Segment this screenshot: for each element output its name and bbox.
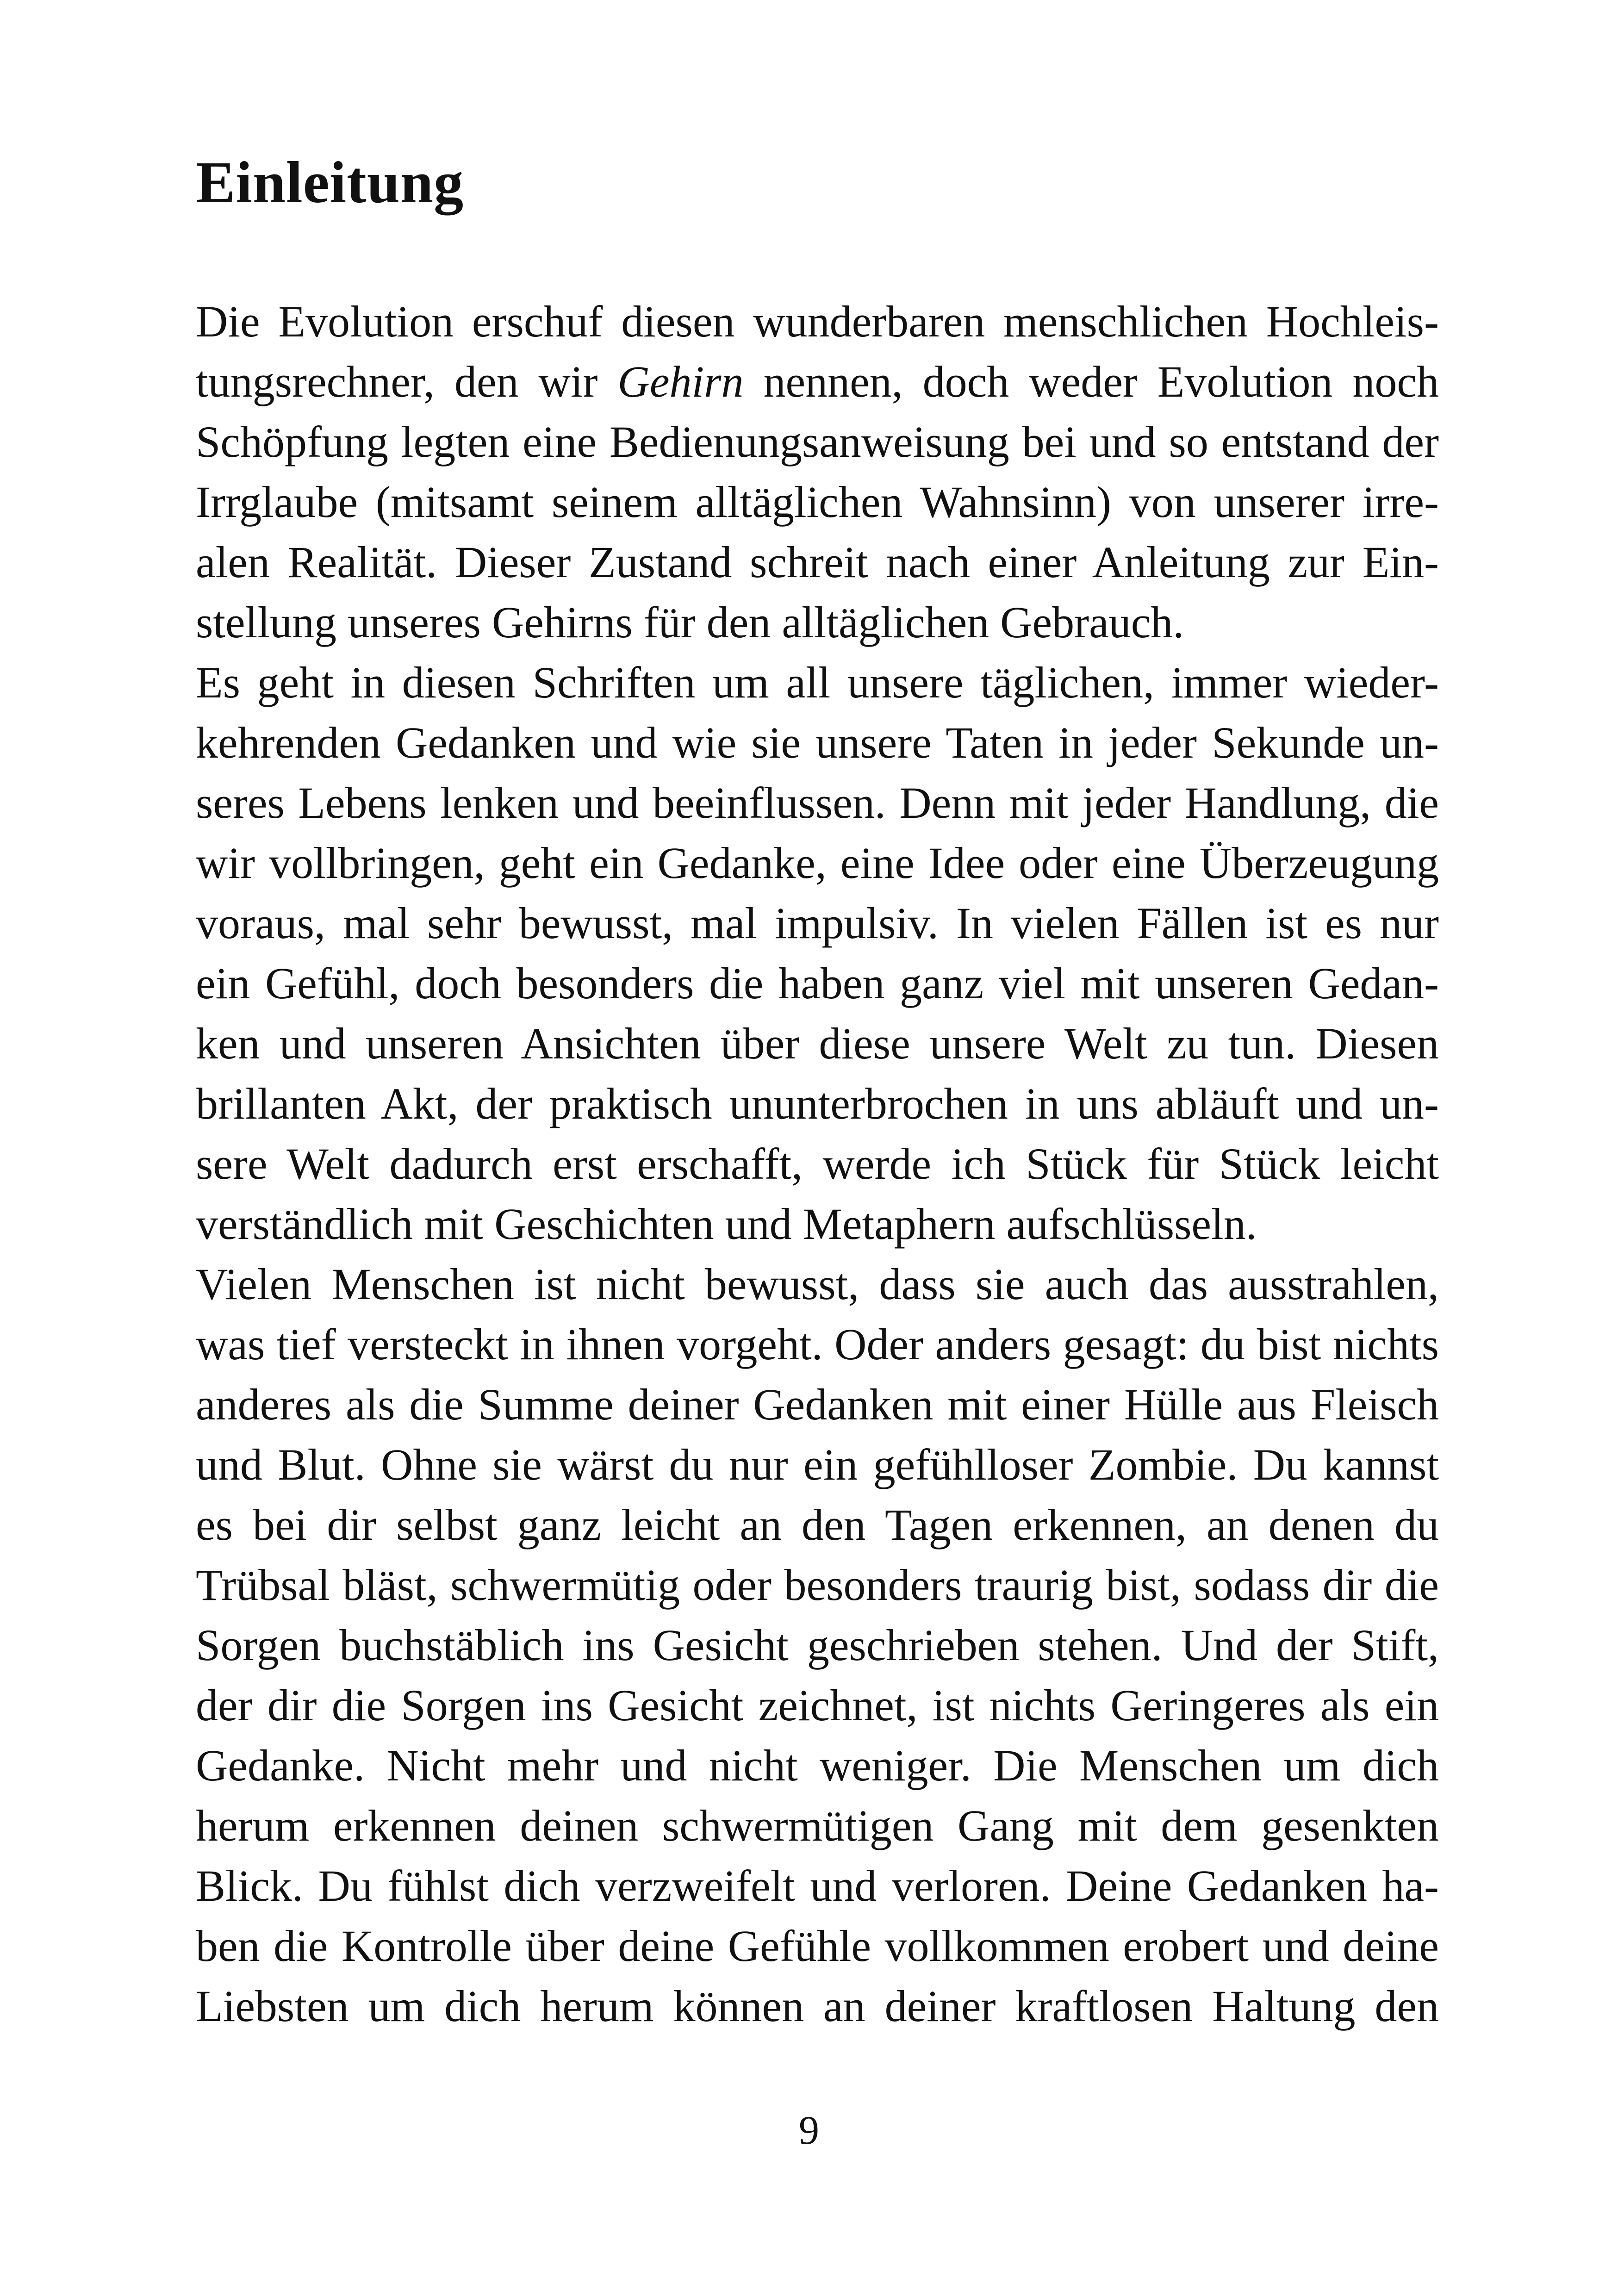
text-line: brillanten Akt, der praktisch ununterbrochen in uns abläuft und un- <box>196 1079 1439 1128</box>
text-line: Es geht in diesen Schriften um all unsere täglichen, immer wieder- <box>196 658 1439 707</box>
text-line: was tief versteckt in ihnen vorgeht. Oder anders gesagt: du bist nichts <box>196 1319 1439 1369</box>
text-line: kehrenden Gedanken und wie sie unsere Taten in jeder Sekunde un- <box>196 718 1439 767</box>
text-fragment: tungsrechner, den wir <box>196 357 618 406</box>
text-line: anderes als die Summe deiner Gedanken mit einer Hülle aus Fleisch <box>196 1380 1439 1429</box>
text-line: ben die Kontrolle über deine Gefühle vollkommen erobert und deine <box>196 1921 1439 1971</box>
text-line: Blick. Du fühlst dich verzweifelt und verloren. Deine Gedanken ha- <box>196 1861 1439 1910</box>
text-line: Schöpfung legten eine Bedienungsanweisung bei und so entstand der <box>196 417 1439 467</box>
text-line: herum erkennen deinen schwermütigen Gang mit dem gesenkten <box>196 1801 1439 1850</box>
text-line: stellung unseres Gehirns für den alltäglichen Gebrauch. <box>196 597 1184 647</box>
text-line: Irrglaube (mitsamt seinem alltäglichen Wahnsinn) von unserer irre- <box>196 477 1439 527</box>
text-line: und Blut. Ohne sie wärst du nur ein gefühlloser Zombie. Du kannst <box>196 1440 1439 1489</box>
chapter-heading: Einleitung <box>196 149 464 215</box>
text-line: verständlich mit Geschichten und Metaphern aufschlüsseln. <box>196 1199 1257 1249</box>
text-line: Vielen Menschen ist nicht bewusst, dass sie auch das ausstrahlen, <box>196 1259 1439 1309</box>
body-text <box>196 292 1439 2036</box>
text-line: der dir die Sorgen ins Gesicht zeichnet, ist nichts Geringeres als ein <box>196 1680 1439 1730</box>
text-line: ken und unseren Ansichten über diese unsere Welt zu tun. Diesen <box>196 1019 1439 1068</box>
text-line: alen Realität. Dieser Zustand schreit nach einer Anleitung zur Ein- <box>196 537 1439 587</box>
text-line: ein Gefühl, doch besonders die haben ganz viel mit unseren Gedan- <box>196 958 1439 1008</box>
text-line <box>196 352 1439 412</box>
text-line: wir vollbringen, geht ein Gedanke, eine Idee oder eine Überzeugung <box>196 838 1439 888</box>
text-line: Liebsten um dich herum können an deiner kraftlosen Haltung den <box>196 1981 1439 2031</box>
text-line: seres Lebens lenken und beeinflussen. Denn mit jeder Handlung, die <box>196 778 1439 828</box>
text-line: Sorgen buchstäblich ins Gesicht geschrieben stehen. Und der Stift, <box>196 1620 1439 1670</box>
text-fragment: nennen, doch weder Evolution noch <box>743 357 1439 406</box>
text-line: Gedanke. Nicht mehr und nicht weniger. Die Menschen um dich <box>196 1741 1439 1790</box>
text-line: Die Evolution erschuf diesen wunderbaren menschlichen Hochleis- <box>196 297 1439 346</box>
text-line: sere Welt dadurch erst erschafft, werde ich Stück für Stück leicht <box>196 1139 1439 1188</box>
text-line: Trübsal bläst, schwermütig oder besonders traurig bist, sodass dir die <box>196 1560 1439 1610</box>
page-number: 9 <box>799 2108 819 2153</box>
text-line: es bei dir selbst ganz leicht an den Tagen erkennen, an denen du <box>196 1500 1439 1549</box>
emphasized-word: Gehirn <box>617 357 744 406</box>
text-line: voraus, mal sehr bewusst, mal impulsiv. In vielen Fällen ist es nur <box>196 898 1439 948</box>
